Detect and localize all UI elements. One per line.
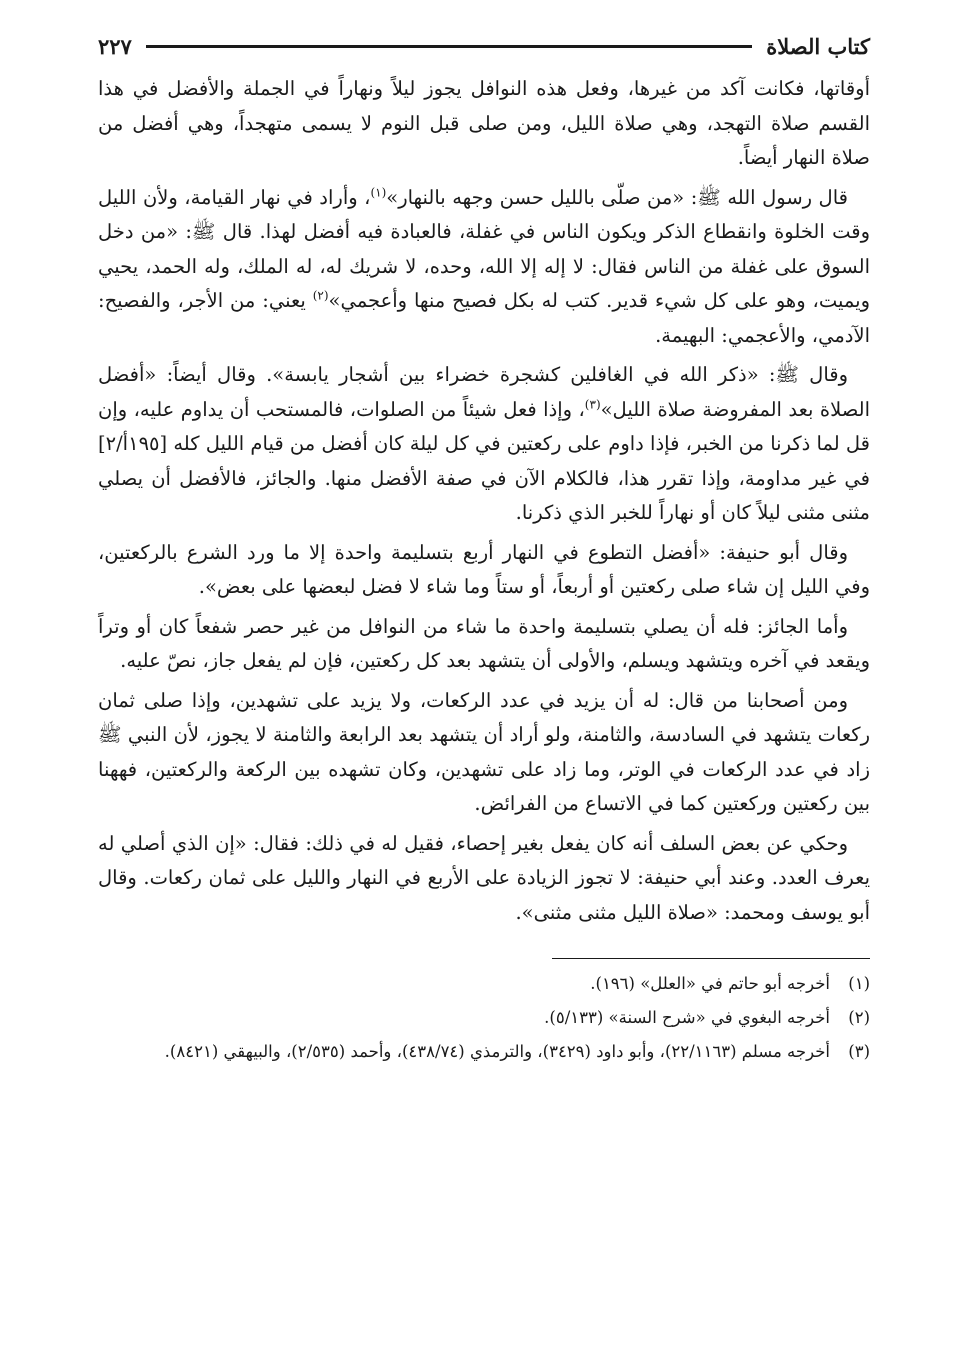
paragraph-text: «أفضل الصلاة بعد المفروضة صلاة الليل» <box>98 363 870 421</box>
footnote-marker: (٢) <box>312 288 329 303</box>
paragraph: ومن أصحابنا من قال: له أن يزيد في عدد الركعات، ولا يزيد على تشهدين، وإذا صلى ثمان ركعات يتشهد في السادسة، والثامنة، ولو أراد أن يتشهد بعد الرابعة والثامنة لا يجوز، لأن النبي ﷺ زاد في عدد الركعات في الوتر، وما زاد على تشهدين، وكان تشهده بين الركعة والركعتين، فههنا بين ركعتين وركعتين كما في الاتساع من الفرائض. <box>98 688 870 815</box>
paragraph-text: يعني: من الأجر، والفصيح: الآدمي، والأعجمي: البهيمة. <box>98 289 870 347</box>
header-rule <box>146 45 752 48</box>
footnote-text: أخرجه أبو حاتم في «العلل» (١٩٦). <box>590 974 830 993</box>
paragraph: وقال أبو حنيفة: «أفضل التطوع في النهار أربع بتسليمة واحدة إلا ما ورد الشرع بالركعتين، وفي الليل إن شاء صلى ركعتين أو أربعاً، أو ستاً وما شاء لا فضل لبعضها على بعض». <box>98 540 870 598</box>
paragraph: وحكي عن بعض السلف أنه كان يفعل بغير إحصاء، فقيل له في ذلك: فقال: «إن الذي أصلي له يعرف العدد. وعند أبي حنيفة: لا تجوز الزيادة على الأربع في النهار والليل على ثمان ركعات. وقال أبو يوسف ومحمد: «صلاة الليل مثنى مثنى». <box>98 831 870 924</box>
footnote-number: (٣) <box>848 1042 870 1061</box>
footnote-text: أخرجه مسلم (٢٢/١١٦٣)، وأبو داود (٣٤٢٩)، والترمذي (٤٣٨/٧٤)، وأحمد (٢/٥٣٥)، والبيهقي (٨٤٢١). <box>164 1042 830 1061</box>
footnote-item <box>98 1037 870 1067</box>
footnote-marker: (١) <box>370 185 387 199</box>
paragraph-text: ، وإذا فعل شيئاً من الصلوات، فالمستحب أن يداوم عليه، وإن قل لما ذكرنا من الخبر، فإذا داوم على ركعتين في كل ليلة كان أفضل من قيام الليل كله [١٩٥أ/٢] في غير مداومة، وإذا تقرر هذا، فالكلام الآن في صفة الأفضل منها. والجائز، فالأفضل أن يصلي مثنى مثنى ليلاً كان أو نهاراً للخبر الذي ذكرنا. <box>98 397 870 524</box>
paragraph <box>98 358 870 531</box>
paragraph: أوقاتها، فكانت آكد من غيرها، وفعل هذه النوافل يجوز ليلاً ونهاراً في الجملة والأفضل في هذا القسم صلاة التهجد، وهي صلاة الليل، ومن صلى قبل النوم لا يسمى متهجداً، وهي أفضل من صلاة النهار أيضاً. <box>98 77 870 169</box>
paragraph-text: قال رسول الله ﷺ: «من صلّى بالليل حسن وجهه بالنهار» <box>386 185 848 209</box>
footnote-item <box>98 969 870 999</box>
footnotes <box>98 969 870 1067</box>
paragraph-text: ، وأراد في نهار القيامة، ولأن الليل وقت الخلوة وانقطاع الذكر ويكون الناس في غفلة، فالعبادة فيه أفضل لهذا. قال ﷺ: «من دخل السوق على غفلة من الناس فقال: لا إله إلا الله، وحده، لا شريك له، له الملك، وله الحمد، يحيي ويميت، وهو على كل شيء قدير. كتب له بكل فصيح منها وأعجمي» <box>98 185 870 312</box>
running-title: كتاب الصلاة <box>766 33 870 59</box>
footnote-item <box>98 1003 870 1033</box>
paragraph-text: وقال ﷺ: «ذكر الله في الغافلين كشجرة خضراء بين أشجار يابسة». وقال أيضاً: <box>166 363 849 386</box>
paragraph: وأما الجائز: فله أن يصلي بتسليمة واحدة ما شاء من النوافل من غير حصر شفعاً كان أو وتراً ويقعد في آخره ويتشهد ويسلم، والأولى أن يتشهد بعد كل ركعتين، فإن لم يفعل جاز، نصّ عليه. <box>98 614 870 672</box>
footnote-text: أخرجه البغوي في «شرح السنة» (٥/١٣٣). <box>544 1008 830 1027</box>
paragraph <box>98 181 870 354</box>
page-number: ٢٢٧ <box>98 33 132 59</box>
footnote-marker: (٣) <box>584 397 601 411</box>
footnote-separator <box>552 958 870 959</box>
page-header <box>98 28 870 64</box>
footnote-number: (١) <box>848 974 870 993</box>
main-text <box>98 72 870 930</box>
footnote-number: (٢) <box>848 1008 870 1027</box>
book-page <box>98 28 870 1071</box>
